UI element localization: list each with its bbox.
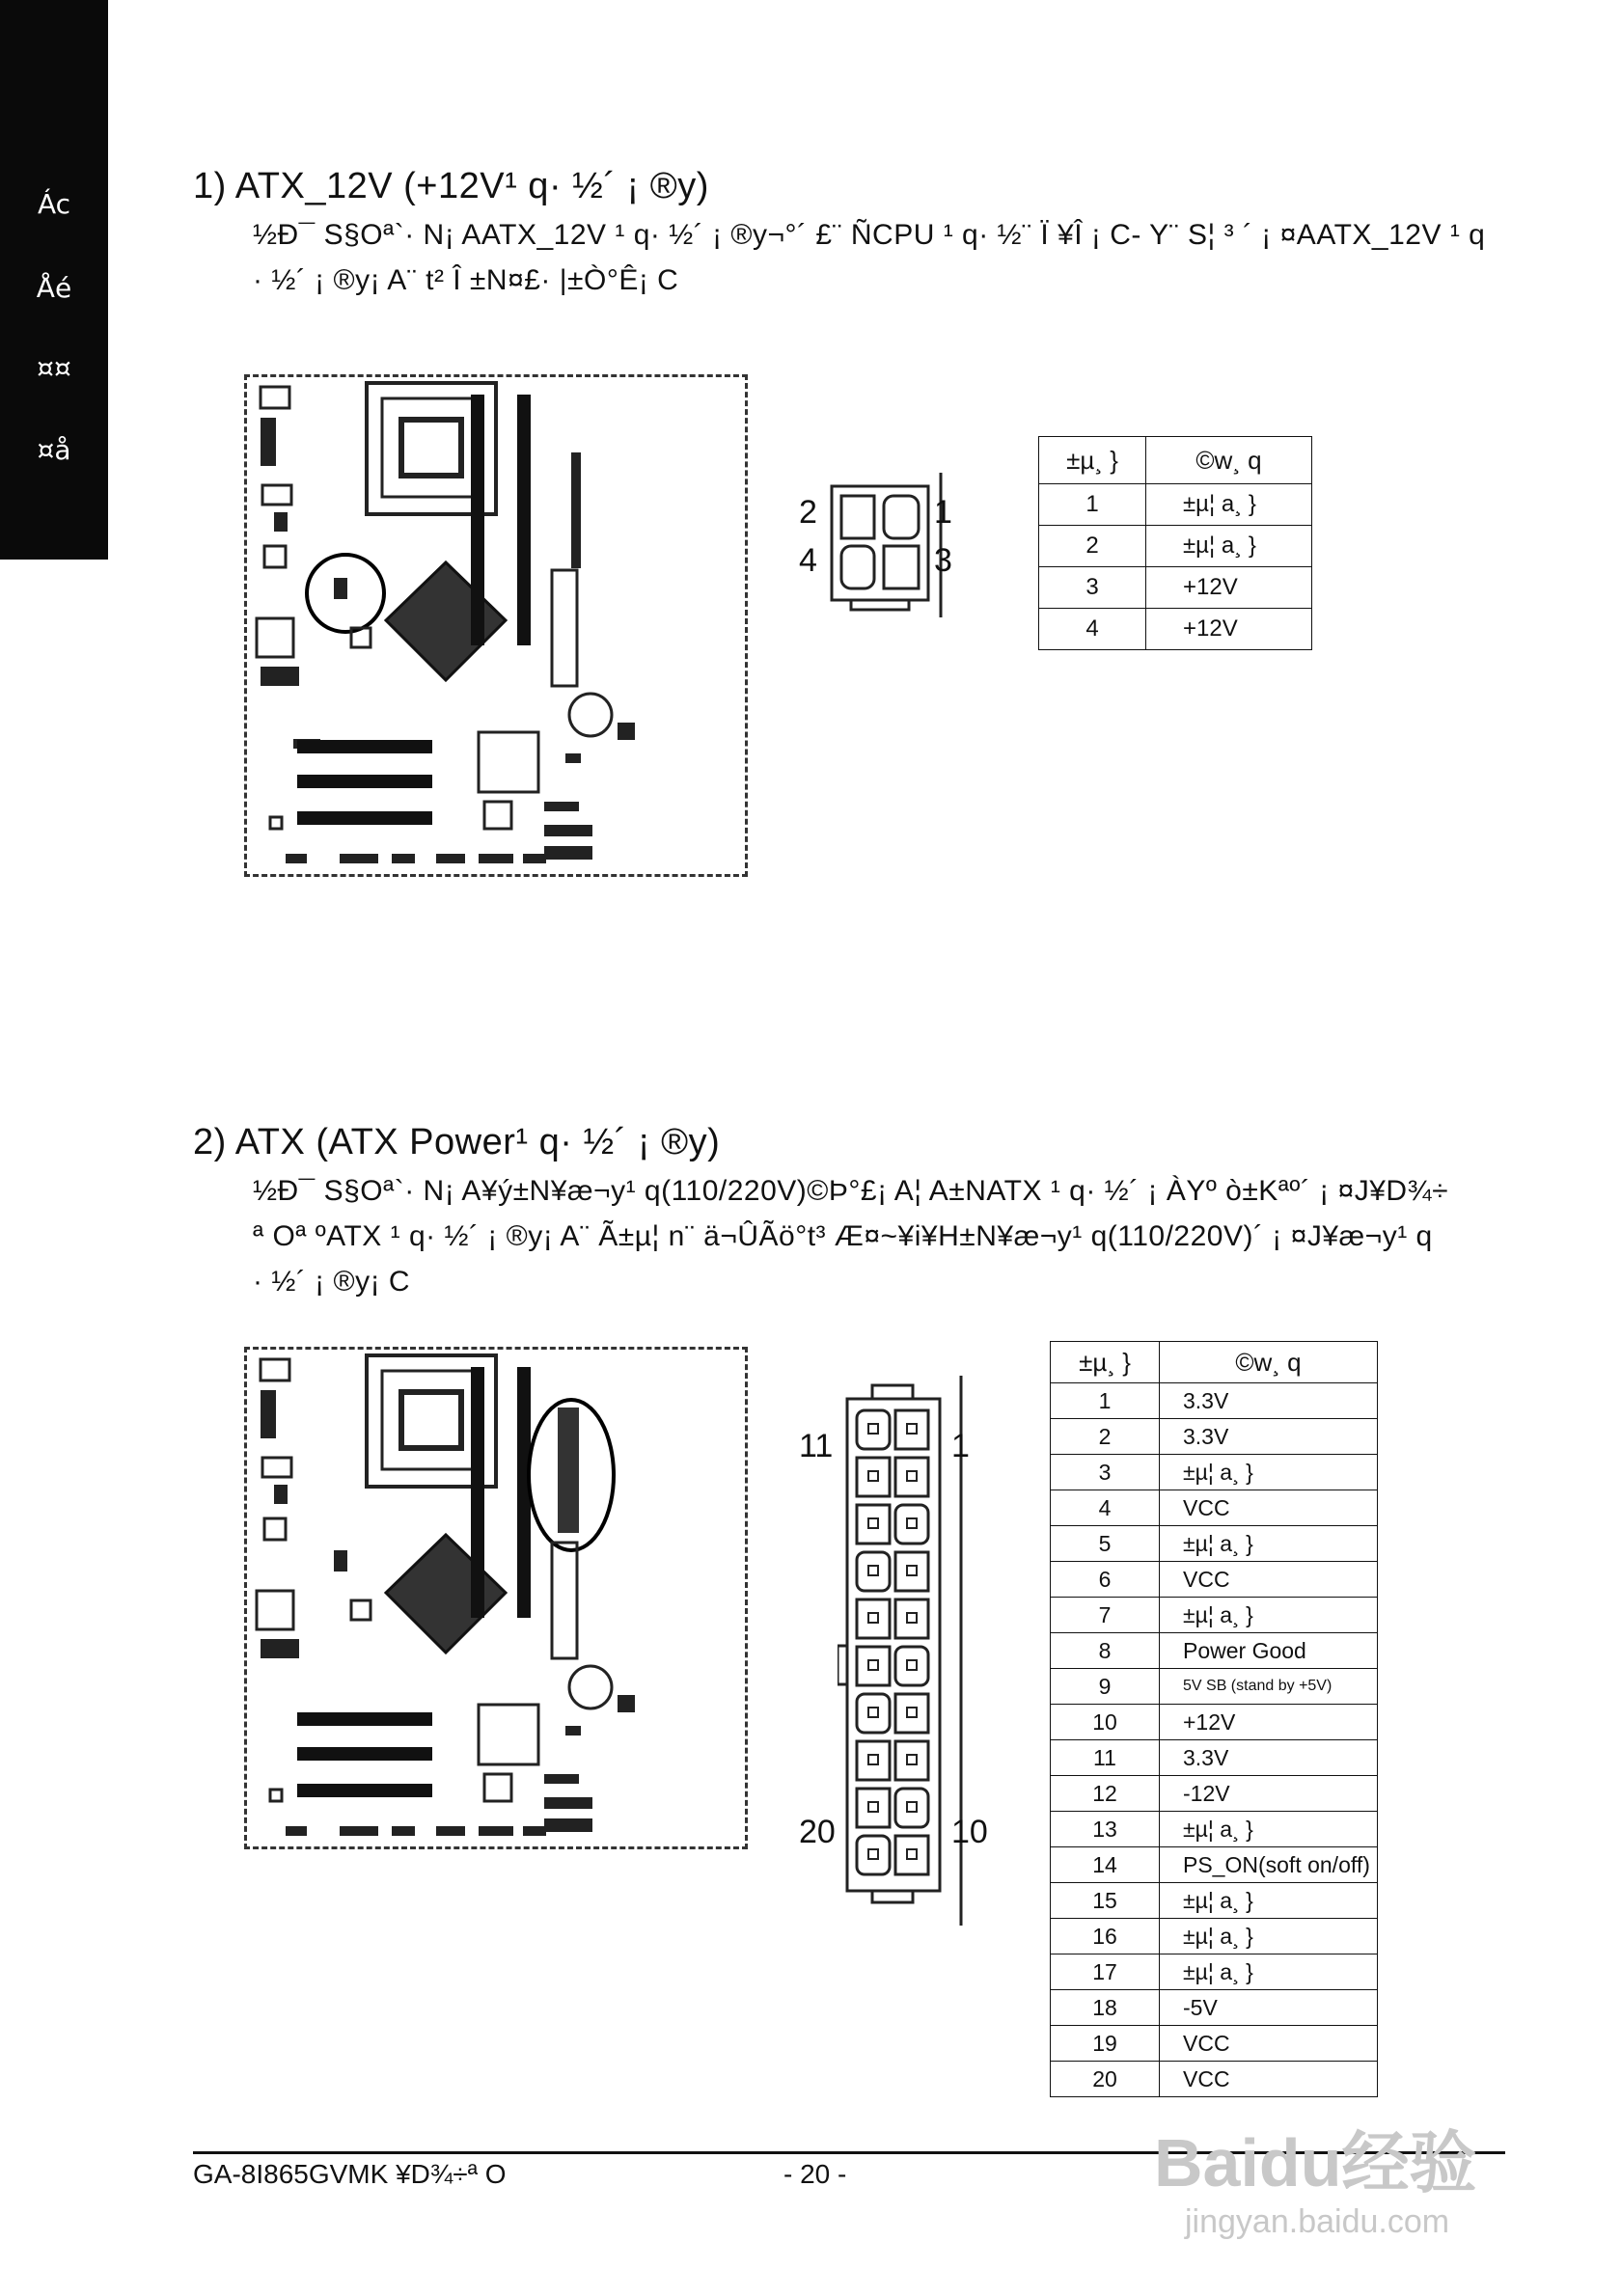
section1-body-line: ½Ð¯ S§Oª`· N¡ AATX_12V ¹ q· ½´ ¡ ®y¬°´ £¨ ÑCPU ¹ q· ½¨ Ï ¥Î ¡ C- Y¨ S¦ ³ ´ ¡ ¤AATX_12V ¹ q bbox=[253, 219, 1486, 251]
pin-definition-cell: +12V bbox=[1160, 1705, 1378, 1740]
table-row bbox=[1051, 1633, 1378, 1669]
pin-definition-cell: ±µ¦ a¸ } bbox=[1146, 526, 1312, 567]
table-header-definition: ©w¸ q bbox=[1146, 437, 1312, 484]
table-row bbox=[1051, 1919, 1378, 1954]
pin-definition-cell: ±µ¦ a¸ } bbox=[1160, 1526, 1378, 1562]
pin-number-cell: 15 bbox=[1051, 1883, 1160, 1919]
pin-number-cell: 16 bbox=[1051, 1919, 1160, 1954]
table-row bbox=[1051, 1776, 1378, 1812]
section2-body-line: ª Oª ºATX ¹ q· ½´ ¡ ®y¡ A¨ Ã±µ¦ n¨ ä¬ÛÃö°t³ Æ¤~¥i¥H±N¥æ¬y¹ q(110/220V)´ ¡ ¤J¥æ¬y¹ q bbox=[253, 1220, 1433, 1252]
pin-definition-cell: ±µ¦ a¸ } bbox=[1160, 1812, 1378, 1847]
pin-number-cell: 7 bbox=[1051, 1598, 1160, 1633]
connector1-label-4: 4 bbox=[799, 542, 817, 579]
side-tab-text-3: ¤¤ bbox=[37, 352, 71, 384]
pin-number-cell: 2 bbox=[1051, 1419, 1160, 1455]
pin-definition-cell: VCC bbox=[1160, 2062, 1378, 2097]
table-row bbox=[1051, 1455, 1378, 1490]
pin-number-cell: 3 bbox=[1051, 1455, 1160, 1490]
connector-pin bbox=[895, 1599, 928, 1638]
pin-number-cell: 9 bbox=[1051, 1669, 1160, 1705]
section1-heading: 1) ATX_12V (+12V¹ q· ½´ ¡ ®y) bbox=[193, 166, 709, 206]
motherboard-layout-2 bbox=[247, 1350, 745, 1846]
section2-body-line: · ½´ ¡ ®y¡ C bbox=[253, 1266, 411, 1298]
connector1-label-1: 1 bbox=[934, 494, 952, 531]
watermark-url: jingyan.baidu.com bbox=[1185, 2203, 1450, 2240]
pin-number-cell: 14 bbox=[1051, 1847, 1160, 1883]
motherboard-diagram-2 bbox=[244, 1347, 748, 1849]
side-tab-text-4: ¤å bbox=[37, 434, 71, 466]
side-tab bbox=[0, 0, 108, 560]
pin-number-cell: 1 bbox=[1051, 1383, 1160, 1419]
table-header-pin: ±µ¸ } bbox=[1039, 437, 1146, 484]
pin-definition-cell: 3.3V bbox=[1160, 1419, 1378, 1455]
connector2-label-1: 1 bbox=[951, 1428, 970, 1464]
table-row bbox=[1051, 1562, 1378, 1598]
pin-definition-cell: PS_ON(soft on/off) bbox=[1160, 1847, 1378, 1883]
watermark-logo: Baidu经验 bbox=[1154, 2125, 1477, 2200]
table-row bbox=[1051, 1526, 1378, 1562]
side-tab-text-2: Åé bbox=[36, 272, 72, 304]
pin-definition-cell: 5V SB (stand by +5V) bbox=[1160, 1669, 1378, 1705]
pin-definition-cell: ±µ¦ a¸ } bbox=[1160, 1883, 1378, 1919]
pin-number-cell: 1 bbox=[1039, 484, 1146, 526]
pin-definition-cell: +12V bbox=[1146, 567, 1312, 609]
footer-model: GA-8I865GVMK ¥D¾÷ª O bbox=[193, 2159, 507, 2189]
connector-pin bbox=[857, 1694, 890, 1733]
pin-definition-cell: ±µ¦ a¸ } bbox=[1146, 484, 1312, 526]
pin-definition-cell: +12V bbox=[1146, 609, 1312, 650]
pin-definition-cell: 3.3V bbox=[1160, 1740, 1378, 1776]
connector-pin bbox=[895, 1552, 928, 1591]
pin-definition-cell: -12V bbox=[1160, 1776, 1378, 1812]
pin-definition-cell: VCC bbox=[1160, 1562, 1378, 1598]
table-row bbox=[1051, 1812, 1378, 1847]
pin-table-atx-power bbox=[1050, 1341, 1378, 2097]
pin-table-atx12v bbox=[1038, 436, 1312, 650]
pin-number-cell: 17 bbox=[1051, 1954, 1160, 1990]
pin-definition-cell: Power Good bbox=[1160, 1633, 1378, 1669]
pin-definition-cell: 3.3V bbox=[1160, 1383, 1378, 1419]
connector-pin bbox=[895, 1741, 928, 1780]
footer-page-number: - 20 - bbox=[783, 2159, 847, 2189]
connector-pin bbox=[857, 1647, 890, 1685]
pin-definition-cell: ±µ¦ a¸ } bbox=[1160, 1598, 1378, 1633]
table-header-definition: ©w¸ q bbox=[1160, 1342, 1378, 1383]
connector-pin bbox=[857, 1836, 890, 1874]
pin-definition-cell: VCC bbox=[1160, 1490, 1378, 1526]
table-row bbox=[1051, 1383, 1378, 1419]
section2-heading: 2) ATX (ATX Power¹ q· ½´ ¡ ®y) bbox=[193, 1122, 721, 1162]
section2-body-line: ½Ð¯ S§Oª`· N¡ A¥ý±N¥æ¬y¹ q(110/220V)©Þ°£¡ A¦ A±NATX ¹ q· ½´ ¡ ÀYº ò±Kªº´ ¡ ¤J¥D¾÷ bbox=[253, 1175, 1449, 1207]
connector-pin bbox=[857, 1741, 890, 1780]
table-row bbox=[1051, 1740, 1378, 1776]
pin-number-cell: 20 bbox=[1051, 2062, 1160, 2097]
table-row bbox=[1039, 609, 1312, 650]
pin-number-cell: 2 bbox=[1039, 526, 1146, 567]
pin-definition-cell: ±µ¦ a¸ } bbox=[1160, 1455, 1378, 1490]
pin-number-cell: 4 bbox=[1039, 609, 1146, 650]
connector-pin bbox=[895, 1410, 928, 1449]
table-row bbox=[1051, 1954, 1378, 1990]
table-row bbox=[1051, 2062, 1378, 2097]
connector-pin bbox=[895, 1789, 928, 1827]
connector-pin bbox=[857, 1410, 890, 1449]
side-tab-text-1: Ác bbox=[37, 188, 71, 220]
connector-pin bbox=[857, 1505, 890, 1544]
table-row bbox=[1051, 1990, 1378, 2026]
table-header-row bbox=[1039, 437, 1312, 484]
connector-pin bbox=[857, 1789, 890, 1827]
pin-definition-cell: ±µ¦ a¸ } bbox=[1160, 1919, 1378, 1954]
motherboard-layout-1 bbox=[247, 377, 745, 874]
pin-number-cell: 4 bbox=[1051, 1490, 1160, 1526]
pin-number-cell: 13 bbox=[1051, 1812, 1160, 1847]
connector-pin bbox=[895, 1505, 928, 1544]
pin-number-cell: 19 bbox=[1051, 2026, 1160, 2062]
connector1-label-2: 2 bbox=[799, 494, 817, 531]
table-row bbox=[1039, 526, 1312, 567]
connector-pin bbox=[895, 1647, 928, 1685]
pin-number-cell: 18 bbox=[1051, 1990, 1160, 2026]
table-row bbox=[1051, 1598, 1378, 1633]
section1-body-line: · ½´ ¡ ®y¡ A¨ t² Î ±N¤£· |±Ò°Ê¡ C bbox=[253, 264, 679, 296]
table-row bbox=[1051, 1847, 1378, 1883]
table-row bbox=[1051, 1490, 1378, 1526]
connector2-label-10: 10 bbox=[951, 1814, 988, 1850]
pin-definition-cell: -5V bbox=[1160, 1990, 1378, 2026]
table-row bbox=[1051, 1419, 1378, 1455]
connector-pin bbox=[857, 1599, 890, 1638]
connector1-label-3: 3 bbox=[934, 542, 952, 579]
pin-number-cell: 12 bbox=[1051, 1776, 1160, 1812]
table-row bbox=[1051, 1705, 1378, 1740]
connector-pin bbox=[895, 1458, 928, 1496]
table-row bbox=[1051, 2026, 1378, 2062]
pin-number-cell: 5 bbox=[1051, 1526, 1160, 1562]
table-row bbox=[1051, 1669, 1378, 1705]
table-header-pin: ±µ¸ } bbox=[1051, 1342, 1160, 1383]
pin-number-cell: 3 bbox=[1039, 567, 1146, 609]
pin-number-cell: 6 bbox=[1051, 1562, 1160, 1598]
connector-pin bbox=[857, 1458, 890, 1496]
table-header-row bbox=[1051, 1342, 1378, 1383]
connector-pin bbox=[895, 1836, 928, 1874]
pin-definition-cell: VCC bbox=[1160, 2026, 1378, 2062]
table-row bbox=[1039, 484, 1312, 526]
pin-number-cell: 10 bbox=[1051, 1705, 1160, 1740]
pin-definition-cell: ±µ¦ a¸ } bbox=[1160, 1954, 1378, 1990]
connector-pin bbox=[895, 1694, 928, 1733]
motherboard-diagram-1 bbox=[244, 374, 748, 877]
connector2-label-20: 20 bbox=[799, 1814, 836, 1850]
table-row bbox=[1051, 1883, 1378, 1919]
pin-number-cell: 11 bbox=[1051, 1740, 1160, 1776]
table-row bbox=[1039, 567, 1312, 609]
connector2-label-11: 11 bbox=[799, 1428, 834, 1464]
pin-number-cell: 8 bbox=[1051, 1633, 1160, 1669]
connector-pin bbox=[857, 1552, 890, 1591]
